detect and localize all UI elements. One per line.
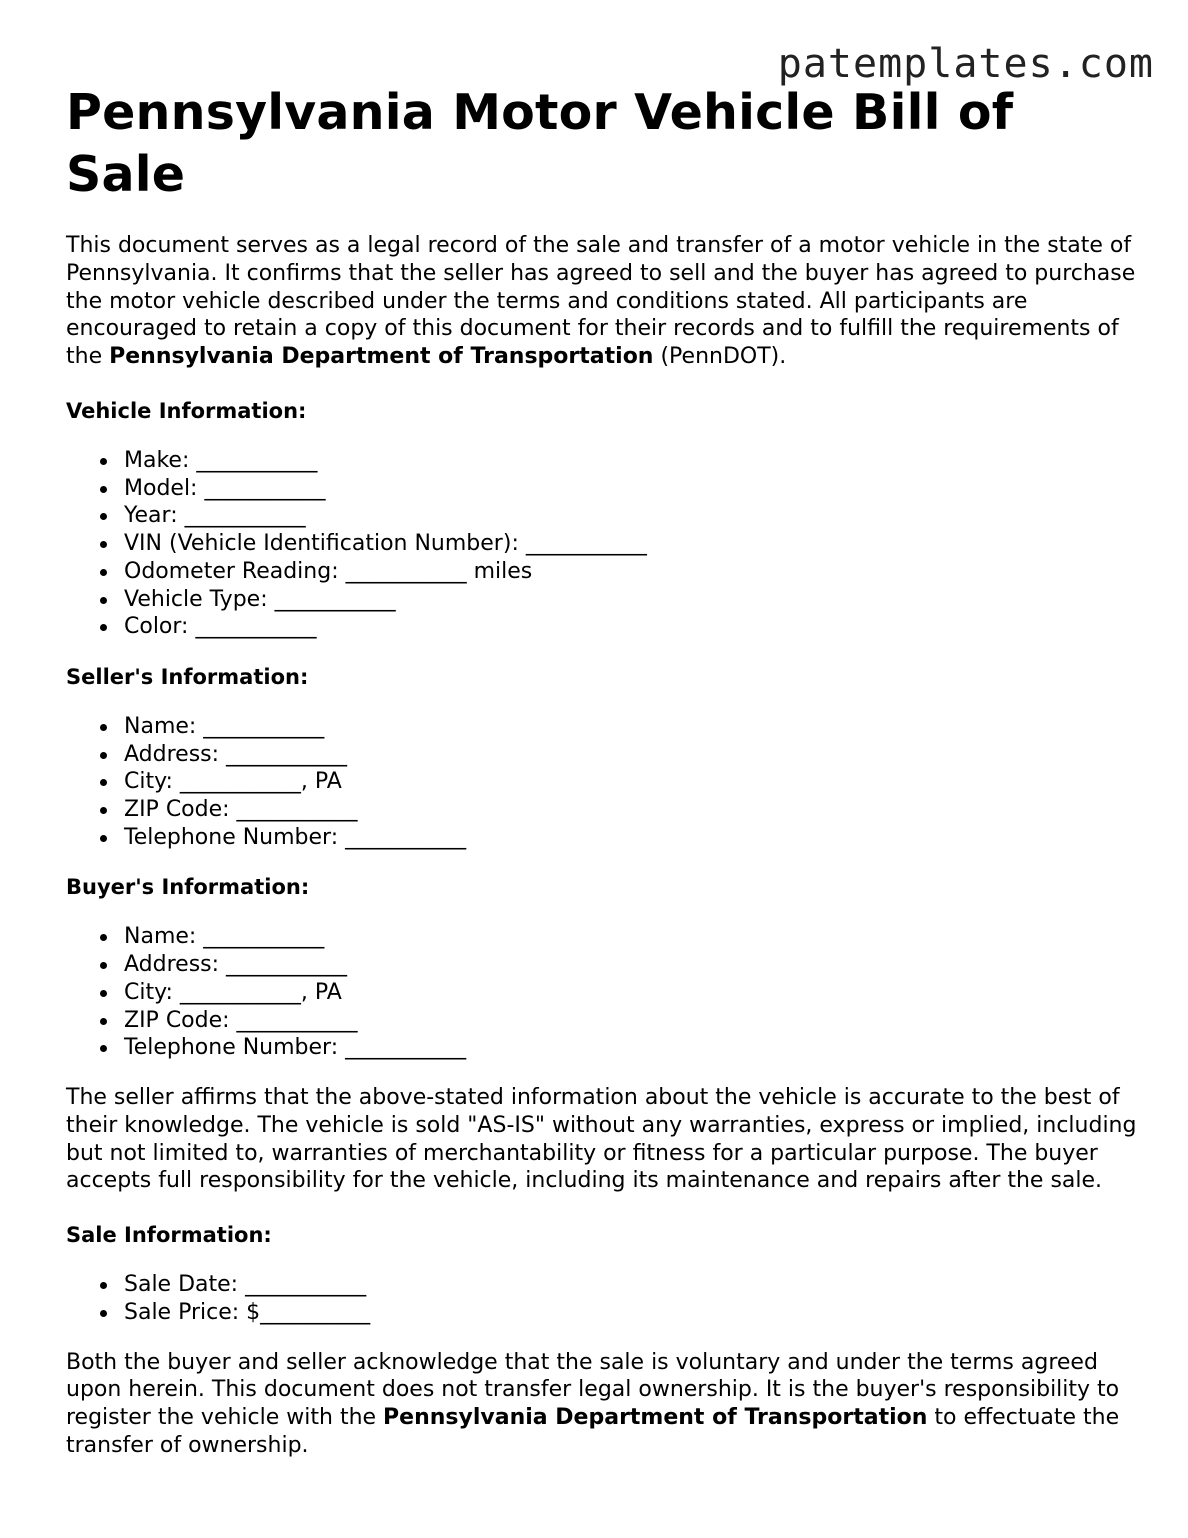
seller-zip-field: ZIP Code: ___________ (66, 796, 1146, 824)
sale-info-list (66, 1271, 1146, 1326)
seller-name-field: Name: ___________ (66, 713, 1146, 741)
seller-info-heading: Seller's Information: (66, 664, 309, 689)
buyer-name-field: Name: ___________ (66, 923, 1146, 951)
closing-paragraph (66, 1349, 1146, 1460)
buyer-zip-field: ZIP Code: ___________ (66, 1007, 1146, 1035)
intro-paragraph (66, 232, 1146, 371)
buyer-phone-field: Telephone Number: ___________ (66, 1034, 1146, 1062)
watermark: patemplates.com (777, 41, 1154, 87)
closing-text-2: to effectuate the transfer of ownership. (66, 1405, 1120, 1458)
seller-phone-field: Telephone Number: ___________ (66, 824, 1146, 852)
buyer-info-list (66, 923, 1146, 1062)
seller-city-field: City: ___________, PA (66, 768, 1146, 796)
affirmation-paragraph: The seller affirms that the above-stated information about the vehicle is accurate to the best of their knowledge. The vehicle is sold "AS-IS" without any warranties, express or implied, including but not limited to, warranties of merchantability or fitness for a particular purpose. The buyer accepts full responsibility for the vehicle, including its maintenance and repairs after the sale. (66, 1084, 1137, 1194)
intro-text-2: (PennDOT). (653, 344, 787, 370)
vehicle-type-field: Vehicle Type: ___________ (66, 586, 1146, 614)
seller-info-list (66, 713, 1146, 852)
sale-date-field: Sale Date: ___________ (66, 1271, 1146, 1299)
vehicle-info-list (66, 447, 1146, 641)
vehicle-model-field: Model: ___________ (66, 475, 1146, 503)
page-title: Pennsylvania Motor Vehicle Bill of Sale (66, 84, 1014, 203)
document-body (66, 82, 1146, 1460)
vehicle-year-field: Year: ___________ (66, 502, 1146, 530)
sale-info-heading: Sale Information: (66, 1223, 272, 1248)
vehicle-color-field: Color: ___________ (66, 613, 1146, 641)
vehicle-info-heading: Vehicle Information: (66, 398, 307, 423)
closing-bold-penndot: Pennsylvania Department of Transportation (383, 1405, 928, 1431)
intro-text-1: This document serves as a legal record of the sale and transfer of a motor vehicle in the state of Pennsylvania. It confirms that the seller has agreed to sell and the buyer has agreed to purchase the motor vehicle described under the terms and conditions stated. All participants are encouraged to retain a copy of this document for their records and to fulfill the requirements of the (66, 233, 1136, 370)
buyer-address-field: Address: ___________ (66, 951, 1146, 979)
sale-price-field: Sale Price: $__________ (66, 1299, 1146, 1327)
closing-text-1: Both the buyer and seller acknowledge that the sale is voluntary and under the terms agreed upon herein. This document does not transfer legal ownership. It is the buyer's responsibility to register the vehicle with the (66, 1349, 1120, 1431)
vehicle-vin-field: VIN (Vehicle Identification Number): ___________ (66, 530, 1146, 558)
vehicle-odometer-field: Odometer Reading: ___________ miles (66, 558, 1146, 586)
intro-bold-penndot: Pennsylvania Department of Transportation (109, 344, 654, 370)
buyer-info-heading: Buyer's Information: (66, 875, 310, 900)
seller-address-field: Address: ___________ (66, 741, 1146, 769)
vehicle-make-field: Make: ___________ (66, 447, 1146, 475)
buyer-city-field: City: ___________, PA (66, 979, 1146, 1007)
